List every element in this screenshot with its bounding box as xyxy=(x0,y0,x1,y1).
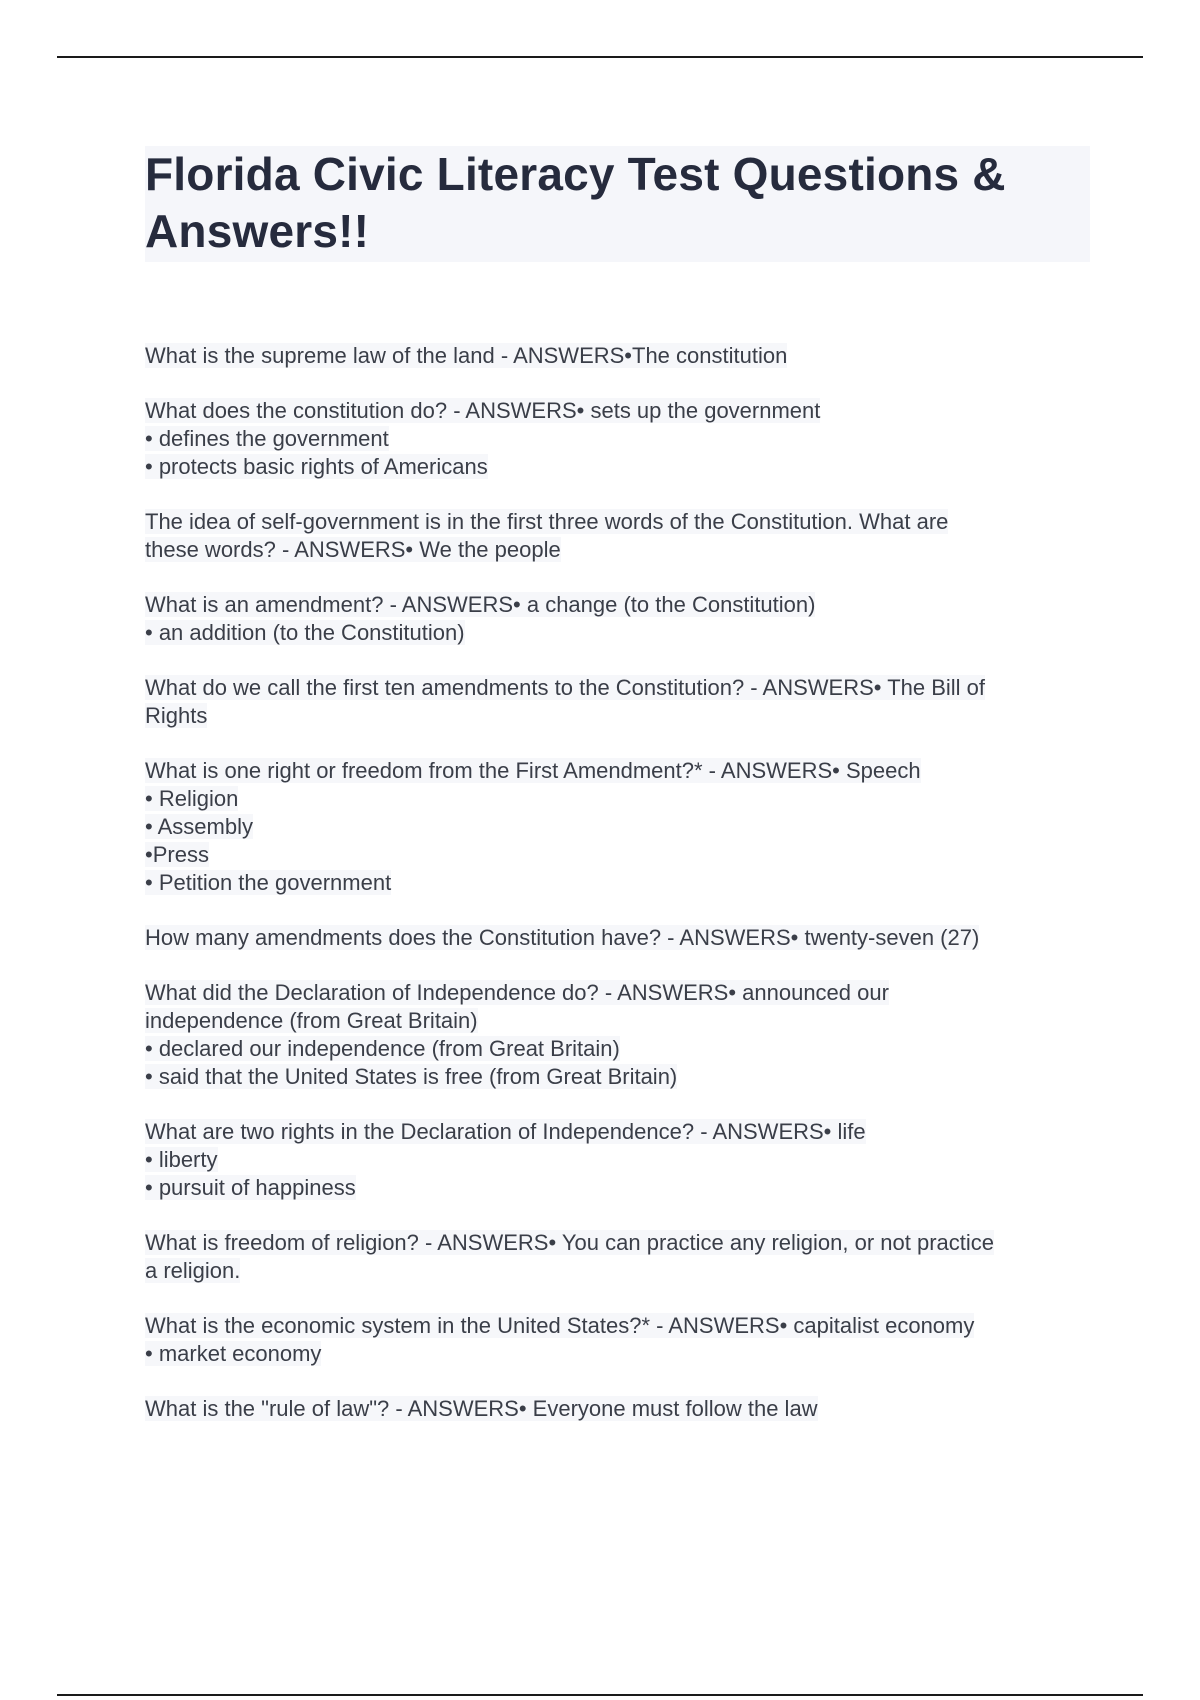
qa-line-text: What is the supreme law of the land - ANSWERS•The constitution xyxy=(145,343,788,368)
qa-line xyxy=(145,453,1090,481)
qa-line xyxy=(145,702,1090,730)
top-rule xyxy=(57,56,1143,58)
qa-item xyxy=(145,1312,1090,1368)
qa-line-text: How many amendments does the Constitution have? - ANSWERS• twenty-seven (27) xyxy=(145,925,980,950)
qa-line xyxy=(145,674,1090,702)
qa-item xyxy=(145,979,1090,1091)
qa-line-text: • declared our independence (from Great Britain) xyxy=(145,1036,620,1061)
qa-line-text: What is the economic system in the United States?* - ANSWERS• capitalist economy xyxy=(145,1313,975,1338)
qa-line xyxy=(145,979,1090,1007)
qa-line-text: Rights xyxy=(145,703,208,728)
qa-line xyxy=(145,536,1090,564)
qa-line-text: • Religion xyxy=(145,786,239,811)
qa-line-text: • liberty xyxy=(145,1147,218,1172)
qa-line xyxy=(145,841,1090,869)
qa-line-text: The idea of self-government is in the first three words of the Constitution. What are xyxy=(145,509,949,534)
qa-item xyxy=(145,1118,1090,1202)
document-title: Florida Civic Literacy Test Questions & Answers!! xyxy=(145,148,1006,257)
qa-line-text: these words? - ANSWERS• We the people xyxy=(145,537,561,562)
qa-line-text: What are two rights in the Declaration of Independence? - ANSWERS• life xyxy=(145,1119,866,1144)
qa-line-text: • said that the United States is free (from Great Britain) xyxy=(145,1064,678,1089)
qa-line-text: • Petition the government xyxy=(145,870,392,895)
qa-line-text: • an addition (to the Constitution) xyxy=(145,620,465,645)
qa-item xyxy=(145,924,1090,952)
qa-line-text: What do we call the first ten amendments to the Constitution? - ANSWERS• The Bill of xyxy=(145,675,986,700)
qa-line xyxy=(145,508,1090,536)
qa-line xyxy=(145,1146,1090,1174)
qa-item xyxy=(145,397,1090,481)
qa-line xyxy=(145,813,1090,841)
qa-line-text: • Assembly xyxy=(145,814,253,839)
qa-list xyxy=(145,342,1090,1423)
qa-line-text: a religion. xyxy=(145,1258,241,1283)
qa-item xyxy=(145,591,1090,647)
qa-line-text: What is one right or freedom from the First Amendment?* - ANSWERS• Speech xyxy=(145,758,921,783)
qa-line-text: • protects basic rights of Americans xyxy=(145,454,488,479)
qa-line xyxy=(145,1007,1090,1035)
qa-item xyxy=(145,1395,1090,1423)
document-body xyxy=(145,146,1090,1450)
qa-line xyxy=(145,591,1090,619)
qa-item xyxy=(145,508,1090,564)
qa-line xyxy=(145,869,1090,897)
qa-line xyxy=(145,1174,1090,1202)
qa-line xyxy=(145,342,1090,370)
qa-line-text: What does the constitution do? - ANSWERS• sets up the government xyxy=(145,398,821,423)
qa-line-text: What is the "rule of law"? - ANSWERS• Everyone must follow the law xyxy=(145,1396,818,1421)
qa-line xyxy=(145,619,1090,647)
qa-line xyxy=(145,397,1090,425)
bottom-rule xyxy=(57,1694,1143,1696)
qa-item xyxy=(145,1229,1090,1285)
qa-item xyxy=(145,342,1090,370)
title-block xyxy=(145,146,1090,262)
qa-line xyxy=(145,1118,1090,1146)
qa-line xyxy=(145,1340,1090,1368)
qa-line xyxy=(145,425,1090,453)
qa-line-text: • defines the government xyxy=(145,426,389,451)
qa-item xyxy=(145,757,1090,897)
qa-line-text: independence (from Great Britain) xyxy=(145,1008,478,1033)
qa-line-text: What is freedom of religion? - ANSWERS• You can practice any religion, or not practice xyxy=(145,1230,994,1255)
qa-line-text: •Press xyxy=(145,842,209,867)
qa-line xyxy=(145,1395,1090,1423)
qa-line xyxy=(145,1312,1090,1340)
qa-line-text: • pursuit of happiness xyxy=(145,1175,356,1200)
qa-line xyxy=(145,1257,1090,1285)
qa-line xyxy=(145,1035,1090,1063)
qa-line-text: • market economy xyxy=(145,1341,322,1366)
qa-line xyxy=(145,785,1090,813)
qa-line xyxy=(145,1063,1090,1091)
qa-line-text: What is an amendment? - ANSWERS• a change (to the Constitution) xyxy=(145,592,816,617)
qa-item xyxy=(145,674,1090,730)
qa-line-text: What did the Declaration of Independence do? - ANSWERS• announced our xyxy=(145,980,889,1005)
qa-line xyxy=(145,757,1090,785)
qa-line xyxy=(145,924,1090,952)
qa-line xyxy=(145,1229,1090,1257)
